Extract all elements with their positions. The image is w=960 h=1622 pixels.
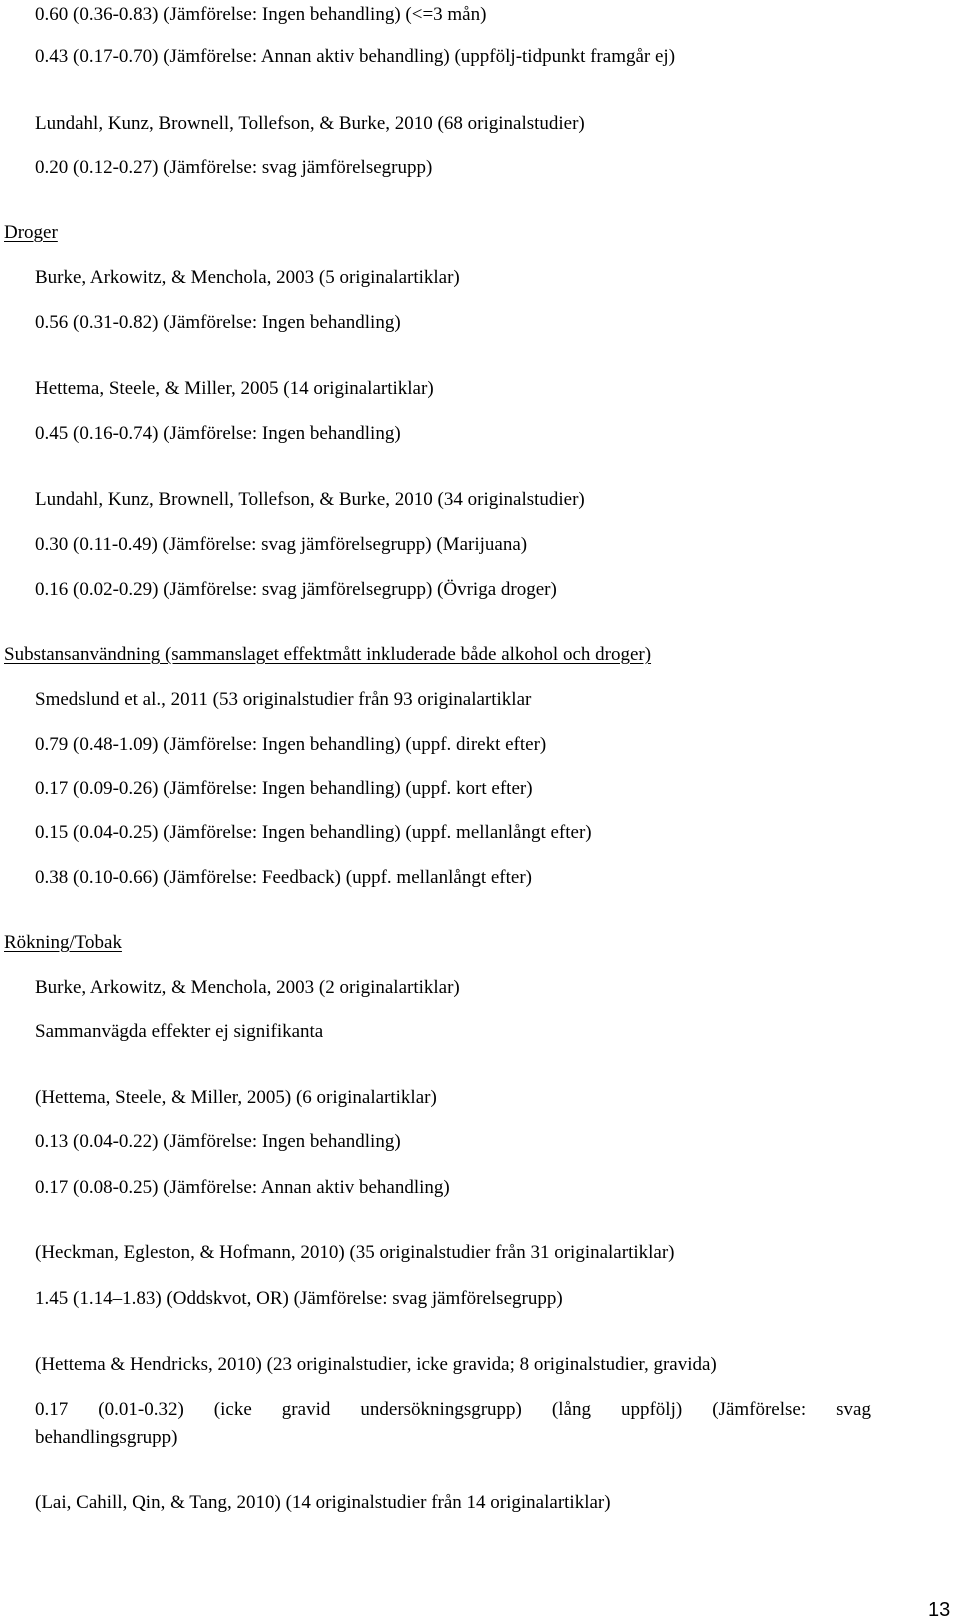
result-line: 0.79 (0.48-1.09) (Jämförelse: Ingen behandling) (uppf. direkt efter) xyxy=(35,734,547,755)
result-line: 0.17 (0.08-0.25) (Jämförelse: Annan aktiv behandling) xyxy=(35,1177,450,1198)
study-reference: (Lai, Cahill, Qin, & Tang, 2010) (14 originalstudier från 14 originalartiklar) xyxy=(35,1492,611,1513)
section-heading-droger: Droger xyxy=(4,222,58,243)
study-reference: Smedslund et al., 2011 (53 originalstudier från 93 originalartiklar xyxy=(35,689,532,710)
study-reference: Lundahl, Kunz, Brownell, Tollefson, & Burke, 2010 (34 originalstudier) xyxy=(35,489,585,510)
page-number: 13 xyxy=(928,1599,951,1621)
result-line: 0.45 (0.16-0.74) (Jämförelse: Ingen behandling) xyxy=(35,423,401,444)
result-line: 0.60 (0.36-0.83) (Jämförelse: Ingen behandling) (<=3 mån) xyxy=(35,4,487,25)
study-reference: (Hettema & Hendricks, 2010) (23 originalstudier, icke gravida; 8 originalstudier, gravida) xyxy=(35,1354,717,1375)
section-heading-substansanvandning: Substansanvändning (sammanslaget effektmått inkluderade både alkohol och droger) xyxy=(4,644,652,665)
study-reference: Lundahl, Kunz, Brownell, Tollefson, & Burke, 2010 (68 originalstudier) xyxy=(35,113,585,134)
study-reference: Burke, Arkowitz, & Menchola, 2003 (2 originalartiklar) xyxy=(35,977,460,998)
result-line: 0.16 (0.02-0.29) (Jämförelse: svag jämförelsegrupp) (Övriga droger) xyxy=(35,579,557,600)
result-line: 0.15 (0.04-0.25) (Jämförelse: Ingen behandling) (uppf. mellanlångt efter) xyxy=(35,822,592,843)
result-line: 1.45 (1.14–1.83) (Oddskvot, OR) (Jämförelse: svag jämförelsegrupp) xyxy=(35,1288,563,1309)
study-reference: Burke, Arkowitz, & Menchola, 2003 (5 originalartiklar) xyxy=(35,267,460,288)
result-line-continuation: behandlingsgrupp) xyxy=(35,1427,178,1448)
result-line: Sammanvägda effekter ej signifikanta xyxy=(35,1021,324,1042)
result-line: 0.13 (0.04-0.22) (Jämförelse: Ingen behandling) xyxy=(35,1131,401,1152)
result-line: 0.20 (0.12-0.27) (Jämförelse: svag jämförelsegrupp) xyxy=(35,157,433,178)
result-line: 0.17 (0.09-0.26) (Jämförelse: Ingen behandling) (uppf. kort efter) xyxy=(35,778,533,799)
study-reference: (Hettema, Steele, & Miller, 2005) (6 originalartiklar) xyxy=(35,1087,437,1108)
section-heading-rokning-tobak: Rökning/Tobak xyxy=(4,932,122,953)
result-line: 0.38 (0.10-0.66) (Jämförelse: Feedback) (uppf. mellanlångt efter) xyxy=(35,867,532,888)
result-line: 0.43 (0.17-0.70) (Jämförelse: Annan aktiv behandling) (uppfölj-tidpunkt framgår ej) xyxy=(35,46,676,67)
result-line: 0.56 (0.31-0.82) (Jämförelse: Ingen behandling) xyxy=(35,312,401,333)
study-reference: Hettema, Steele, & Miller, 2005 (14 originalartiklar) xyxy=(35,378,434,399)
study-reference: (Heckman, Egleston, & Hofmann, 2010) (35 originalstudier från 31 originalartiklar) xyxy=(35,1242,675,1263)
result-line: 0.17 (0.01-0.32) (icke gravid undersökningsgrupp) (lång uppfölj) (Jämförelse: svag xyxy=(35,1399,871,1420)
result-line: 0.30 (0.11-0.49) (Jämförelse: svag jämförelsegrupp) (Marijuana) xyxy=(35,534,528,555)
